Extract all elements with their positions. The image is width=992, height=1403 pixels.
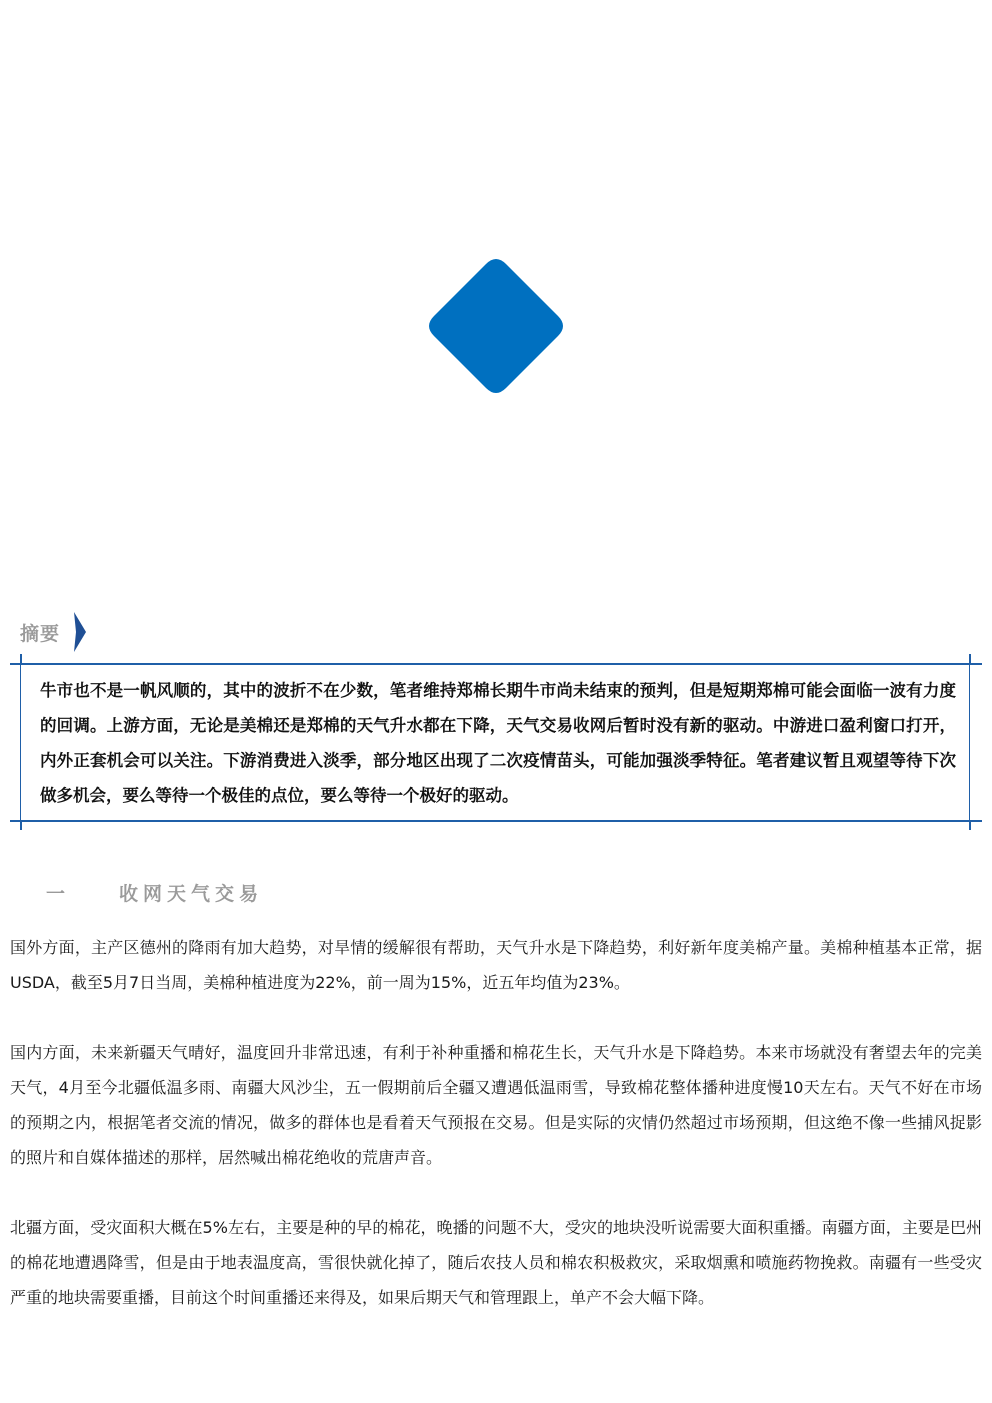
- abstract-bottom-rule: [10, 820, 982, 822]
- paragraph-foreign: 国外方面，主产区德州的降雨有加大趋势，对旱情的缓解很有帮助，天气升水是下降趋势，利好新年度美棉产量。美棉种植基本正常，据USDA，截至5月7日当周，美棉种植进度为22%，前一周为15%，近五年均值为23%。: [10, 938, 982, 992]
- section-title: 收网天气交易: [119, 883, 264, 905]
- abstract-left-tick: [20, 654, 22, 664]
- abstract-right-tick-bottom: [969, 821, 971, 830]
- abstract-right-tick: [969, 654, 971, 664]
- paragraph-domestic: 国内方面，未来新疆天气晴好，温度回升非常迅速，有利于补种重播和棉花生长，天气升水是下降趋势。本来市场就没有奢望去年的完美天气，4月至今北疆低温多雨、南疆大风沙尘，五一假期前后全疆又遭遇低温雨雪，导致棉花整体播种进度慢10天左右。天气不好在市场的预期之内，根据笔者交流的情况，做多的群体也是看着天气预报在交易。但是实际的灾情仍然超过市场预期，但这绝不像一些捕风捉影的照片和自媒体描述的那样，居然喊出棉花绝收的荒唐声音。: [10, 1043, 982, 1167]
- arrow-marker-icon: [74, 612, 86, 652]
- section-number: 一: [46, 883, 66, 905]
- abstract-heading: [20, 612, 86, 652]
- abstract-title: 摘要: [20, 622, 61, 645]
- paragraph-north-xinjiang: 北疆方面，受灾面积大概在5%左右，主要是种的早的棉花，晚播的问题不大，受灾的地块没听说需要大面积重播。南疆方面，主要是巴州的棉花地遭遇降雪，但是由于地表温度高，雪很快就化掉了，随后农技人员和棉农积极救灾，采取烟熏和喷施药物挽救。南疆有一些受灾严重的地块需要重播，目前这个时间重播还来得及，如果后期天气和管理跟上，单产不会大幅下降。: [10, 1218, 982, 1307]
- diamond-logo-icon: [426, 256, 566, 396]
- section-heading: [46, 879, 263, 906]
- abstract-left-tick-bottom: [20, 821, 22, 830]
- abstract-text: 牛市也不是一帆风顺的，其中的波折不在少数，笔者维持郑棉长期牛市尚未结束的预判，但是短期郑棉可能会面临一波有力度的回调。上游方面，无论是美棉还是郑棉的天气升水都在下降，天气交易收网后暂时没有新的驱动。中游进口盈利窗口打开，内外正套机会可以关注。下游消费进入淡季，部分地区出现了二次疫情苗头，可能加强淡季特征。笔者建议暂且观望等待下次做多机会，要么等待一个极佳的点位，要么等待一个极好的驱动。: [40, 681, 956, 805]
